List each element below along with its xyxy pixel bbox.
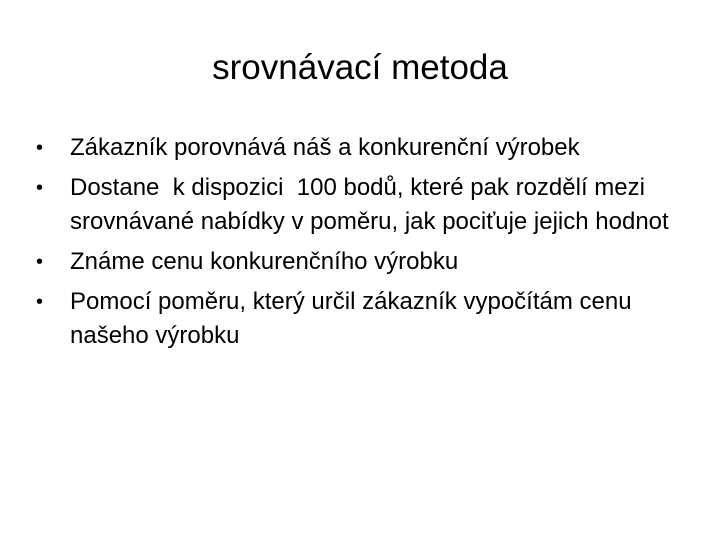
slide-title: srovnávací metoda (212, 48, 508, 87)
bullet-dot-icon: • (36, 177, 44, 199)
bullet-item (36, 131, 696, 165)
bullet-text: Známe cenu konkurenčního výrobku (70, 248, 459, 275)
bullet-text: Dostane k dispozici 100 bodů, které pak rozdělí mezi srovnávané nabídky v poměru, jak pociťuje jejich hodnot (70, 174, 669, 235)
bullet-dot-icon: • (36, 291, 44, 313)
bullet-item (36, 245, 696, 279)
bullet-text: Pomocí poměru, který určil zákazník vypočítám cenu našeho výrobku (70, 288, 639, 349)
bullet-list (36, 131, 696, 359)
bullet-dot-icon: • (36, 137, 44, 159)
bullet-dot-icon: • (36, 251, 44, 273)
bullet-item (36, 171, 696, 239)
bullet-text: Zákazník porovnává náš a konkurenční výrobek (70, 134, 580, 161)
bullet-item (36, 285, 696, 353)
